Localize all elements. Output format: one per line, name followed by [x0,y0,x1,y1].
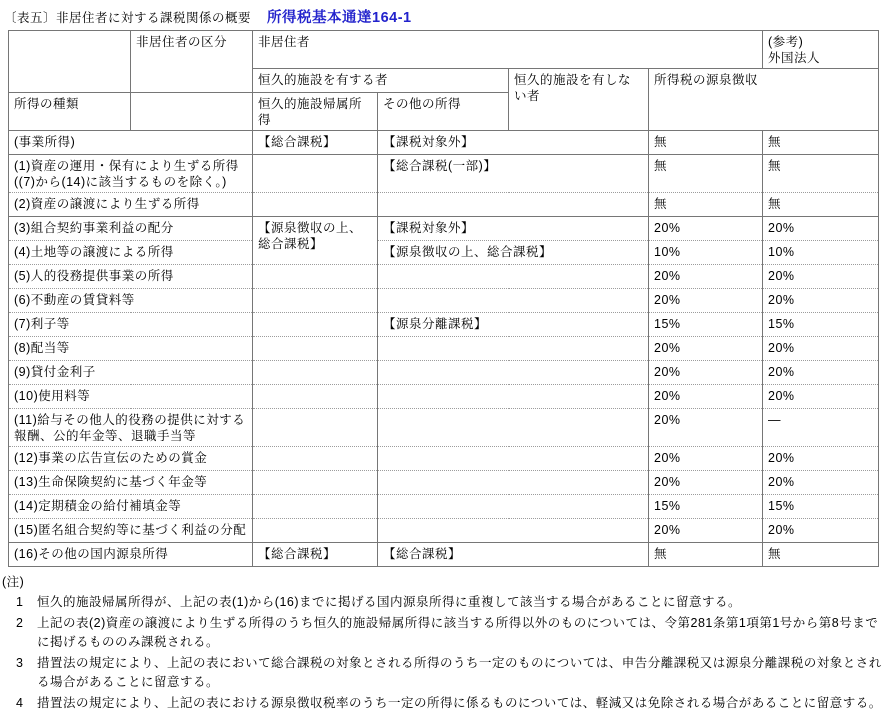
pe-income-cell [253,519,378,543]
row-label-cell: (15)匿名組合契約等に基づく利益の分配 [9,519,253,543]
table-row [9,361,879,385]
rate-nonresident-cell: 15% [649,495,763,519]
row-label-cell: (10)使用料等 [9,385,253,409]
note-number: 3 [16,656,23,670]
rate-nonresident-cell: 20% [649,337,763,361]
other-income-cell [378,337,649,361]
nonresident-header-cell: 非居住者 [253,31,763,69]
table-row [9,337,879,361]
note-number: 4 [16,696,23,710]
rate-nonresident-cell: 20% [649,217,763,241]
rate-nonresident-cell: 20% [649,265,763,289]
rate-foreign-cell: 20% [763,519,879,543]
note-number: 1 [16,595,23,609]
table-header-group [9,31,879,131]
rate-foreign-cell: 20% [763,265,879,289]
rate-foreign-cell: 無 [763,193,879,217]
row-label-cell: (4)土地等の譲渡による所得 [9,241,253,265]
other-income-cell: 【源泉徴収の上、総合課税】 [378,241,649,265]
row-label-cell: (13)生命保険契約に基づく年金等 [9,471,253,495]
other-income-header-cell: その他の所得 [378,93,509,131]
other-income-cell [378,409,649,447]
table-row [9,131,879,155]
table-row [9,313,879,337]
note-text: 上記の表(2)資産の譲渡により生ずる所得のうち恒久的施設帰属所得に該当する所得以外のものについては、令第281条第1項第1号から第8号までに掲げるもののみ課税される。 [37,616,879,649]
other-income-cell [378,193,649,217]
note-text: 恒久的施設帰属所得が、上記の表(1)から(16)までに掲げる国内源泉所得に重複して該当する場合があることに留意する。 [37,595,742,609]
pe-income-cell: 【総合課税】 [253,131,378,155]
rate-foreign-cell: 20% [763,361,879,385]
note-item [2,654,886,692]
row-label-cell: (6)不動産の賃貸料等 [9,289,253,313]
table-row [9,471,879,495]
rate-foreign-cell: 20% [763,447,879,471]
other-income-cell [378,495,649,519]
foreign-corp-label: 外国法人 [768,51,821,65]
pe-income-cell [253,409,378,447]
other-income-cell [378,385,649,409]
note-item [2,614,886,652]
rate-nonresident-cell: 無 [649,193,763,217]
income-type-header-cell: 所得の種類 [9,93,131,131]
rate-foreign-cell: 20% [763,217,879,241]
table-row [9,155,879,193]
table-row [9,289,879,313]
table-row [9,447,879,471]
rate-foreign-cell: 無 [763,155,879,193]
row-label-cell: (3)組合契約事業利益の配分 [9,217,253,241]
rate-nonresident-cell: 20% [649,447,763,471]
pe-income-cell [253,447,378,471]
row-label-cell: (12)事業の広告宣伝のための賞金 [9,447,253,471]
rate-foreign-cell: 10% [763,241,879,265]
row-label-cell: (11)給与その他人的役務の提供に対する報酬、公的年金等、退職手当等 [9,409,253,447]
pe-income-cell [253,289,378,313]
pe-income-cell [253,471,378,495]
rate-nonresident-cell: 15% [649,313,763,337]
other-income-cell [378,519,649,543]
pe-income-cell [253,337,378,361]
nonresident-category-header-cell: 非居住者の区分 [131,31,253,93]
rate-nonresident-cell: 無 [649,543,763,567]
pe-income-cell: 【源泉徴収の上、総合課税】 [253,217,378,265]
note-item [2,593,886,612]
note-text: 措置法の規定により、上記の表において総合課税の対象とされる所得のうち一定のものについては、申告分離課税又は源泉分離課税の対象とされる場合があることに留意する。 [37,656,882,689]
tax-ruling-link[interactable]: 所得税基本通達164-1 [267,10,412,26]
other-income-cell [378,471,649,495]
pe-income-cell: 【総合課税】 [253,543,378,567]
rate-nonresident-cell: 20% [649,409,763,447]
table-row [9,385,879,409]
nonresident-tax-table [8,30,879,567]
rate-foreign-cell: 無 [763,131,879,155]
row-label-cell: (事業所得) [9,131,253,155]
row-label-cell: (9)貸付金利子 [9,361,253,385]
other-income-cell [378,289,649,313]
note-number: 2 [16,616,23,630]
no-pe-holder-header-cell: 恒久的施設を有しない者 [509,69,649,131]
table-row [9,193,879,217]
rate-foreign-cell: 15% [763,495,879,519]
row-label-cell: (5)人的役務提供事業の所得 [9,265,253,289]
other-income-cell [378,361,649,385]
table-row [9,409,879,447]
table-row [9,265,879,289]
row-label-cell: (2)資産の譲渡により生ずる所得 [9,193,253,217]
rate-nonresident-cell: 20% [649,361,763,385]
rate-nonresident-cell: 10% [649,241,763,265]
rate-nonresident-cell: 無 [649,155,763,193]
reference-label: (参考) [768,35,804,49]
pe-attributed-income-header-cell: 恒久的施設帰属所得 [253,93,378,131]
other-income-cell: 【総合課税(一部)】 [378,155,649,193]
rate-foreign-cell: 20% [763,289,879,313]
notes-heading: (注) [2,575,25,589]
table-row [9,217,879,241]
pe-income-cell [253,265,378,289]
other-income-cell [378,447,649,471]
other-income-cell: 【課税対象外】 [378,131,649,155]
table-row [9,519,879,543]
pe-income-cell [253,193,378,217]
rate-foreign-cell: 15% [763,313,879,337]
rate-foreign-cell: 20% [763,471,879,495]
rate-foreign-cell: 20% [763,385,879,409]
pe-income-cell [253,155,378,193]
page-title: 〔表五〕非居住者に対する課税関係の概要 [4,11,252,25]
pe-holder-header-cell: 恒久的施設を有する者 [253,69,509,93]
table-row [9,241,879,265]
table-body [9,131,879,567]
title-bar [0,0,886,30]
withholding-header-cell: 所得税の源泉徴収 [649,69,879,131]
row-label-cell: (1)資産の運用・保有により生ずる所得((7)から(14)に該当するものを除く。) [9,155,253,193]
rate-nonresident-cell: 20% [649,289,763,313]
pe-income-cell [253,313,378,337]
row-label-cell: (8)配当等 [9,337,253,361]
note-item [2,694,886,713]
rate-nonresident-cell: 20% [649,519,763,543]
notes-section [2,574,886,713]
row-label-cell: (14)定期積金の給付補填金等 [9,495,253,519]
pe-income-cell [253,495,378,519]
pe-income-cell [253,361,378,385]
rate-nonresident-cell: 20% [649,471,763,495]
foreign-corp-reference-cell [763,31,879,69]
row-label-cell: (7)利子等 [9,313,253,337]
other-income-cell [378,265,649,289]
corner-blank-cell [9,31,131,93]
rate-foreign-cell: 20% [763,337,879,361]
pe-income-cell [253,385,378,409]
note-text: 措置法の規定により、上記の表における源泉徴収税率のうち一定の所得に係るものについては、軽減又は免除される場合があることに留意する。 [37,696,882,710]
other-income-cell: 【源泉分離課税】 [378,313,649,337]
rate-nonresident-cell: 20% [649,385,763,409]
blank-header-cell [131,93,253,131]
rate-foreign-cell: — [763,409,879,447]
table-row [9,543,879,567]
row-label-cell: (16)その他の国内源泉所得 [9,543,253,567]
table-row [9,495,879,519]
other-income-cell: 【総合課税】 [378,543,649,567]
rate-nonresident-cell: 無 [649,131,763,155]
other-income-cell: 【課税対象外】 [378,217,649,241]
rate-foreign-cell: 無 [763,543,879,567]
